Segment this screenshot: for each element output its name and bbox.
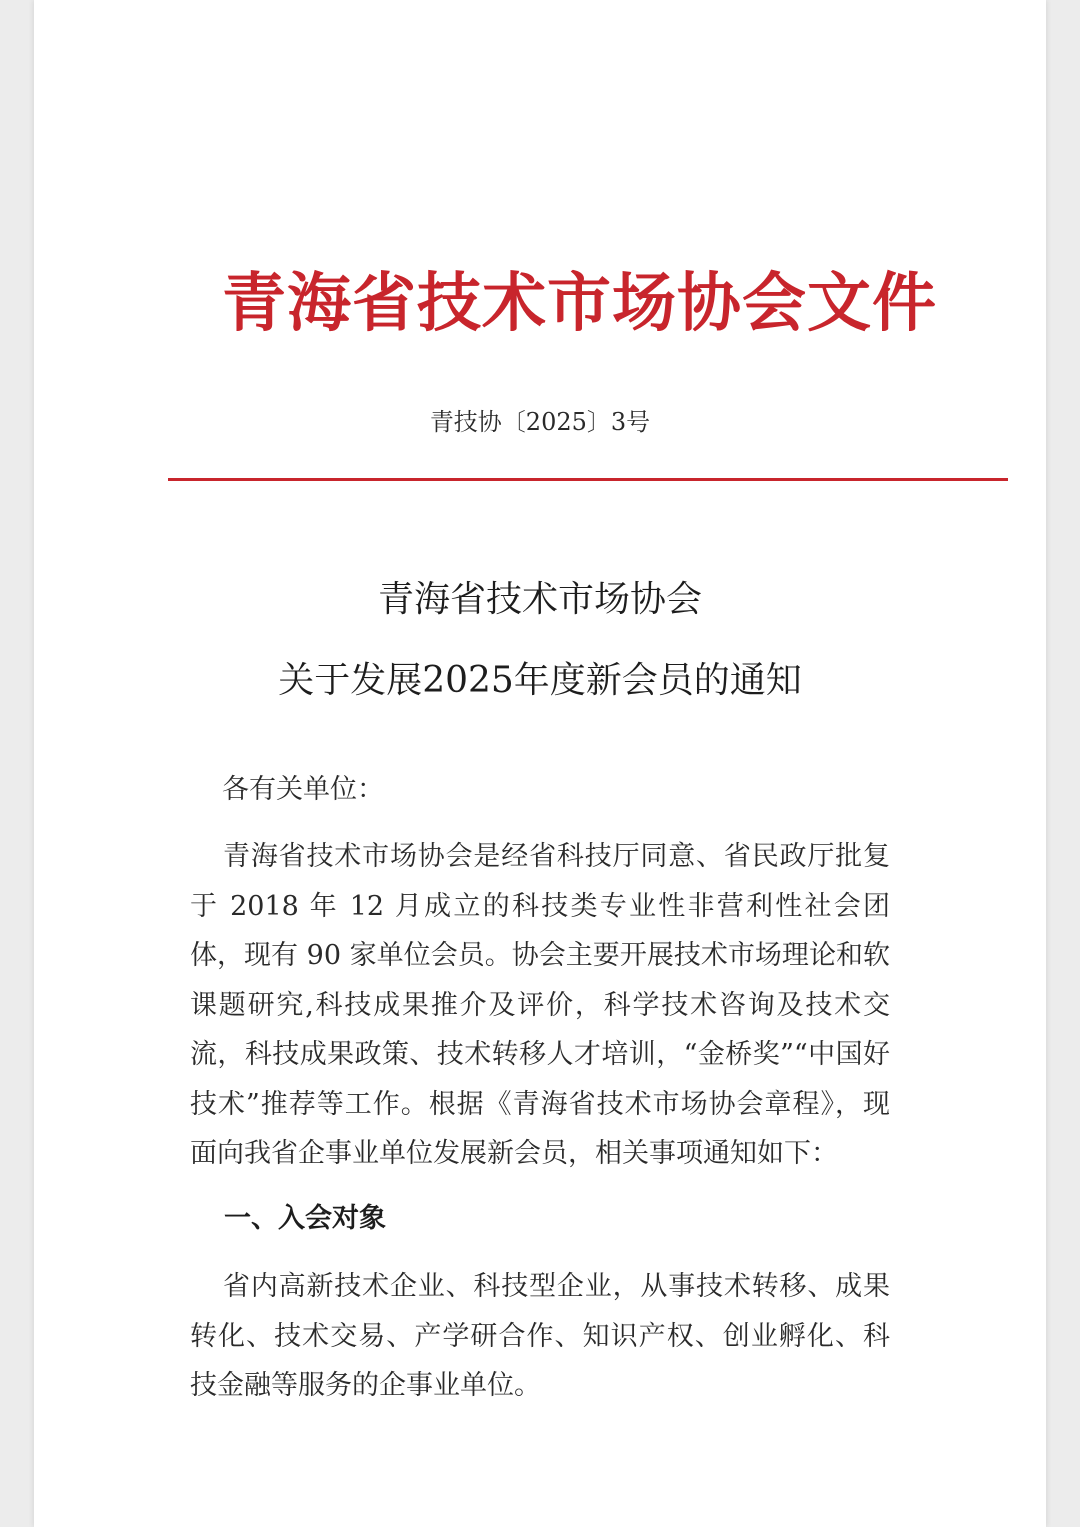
salutation: 各有关单位： <box>222 774 384 805</box>
paragraph-intro: 青海省技术市场协会是经省科技厅同意、省民政厅批复于 2018 年 12 月成立的科技类专业性非营利性社会团体，现有 90 家单位会员。协会主要开展技术市场理论和软课题研究,科技成果推介及评价，科学技术咨询及技术交流，科技成果政策、技术转移人才培训，“金桥奖”“中国好技术”推荐等工作。根据《青海省技术市场协会章程》，现面向我省企事业单位发展新会员，相关事项通知如下： <box>190 841 890 1169</box>
document-header-title: 青海省技术市场协会文件 <box>222 267 937 341</box>
section-heading-membership-target: 一、入会对象 <box>224 1203 386 1234</box>
document-number: 青技协〔2025〕3号 <box>429 408 651 436</box>
notice-title-line1: 青海省技术市场协会 <box>377 579 702 620</box>
red-divider <box>168 478 1008 481</box>
notice-title-line2: 关于发展2025年度新会员的通知 <box>278 660 802 701</box>
paragraph-membership-target: 省内高新技术企业、科技型企业，从事技术转移、成果转化、技术交易、产学研合作、知识产权、创业孵化、科技金融等服务的企事业单位。 <box>190 1271 890 1401</box>
